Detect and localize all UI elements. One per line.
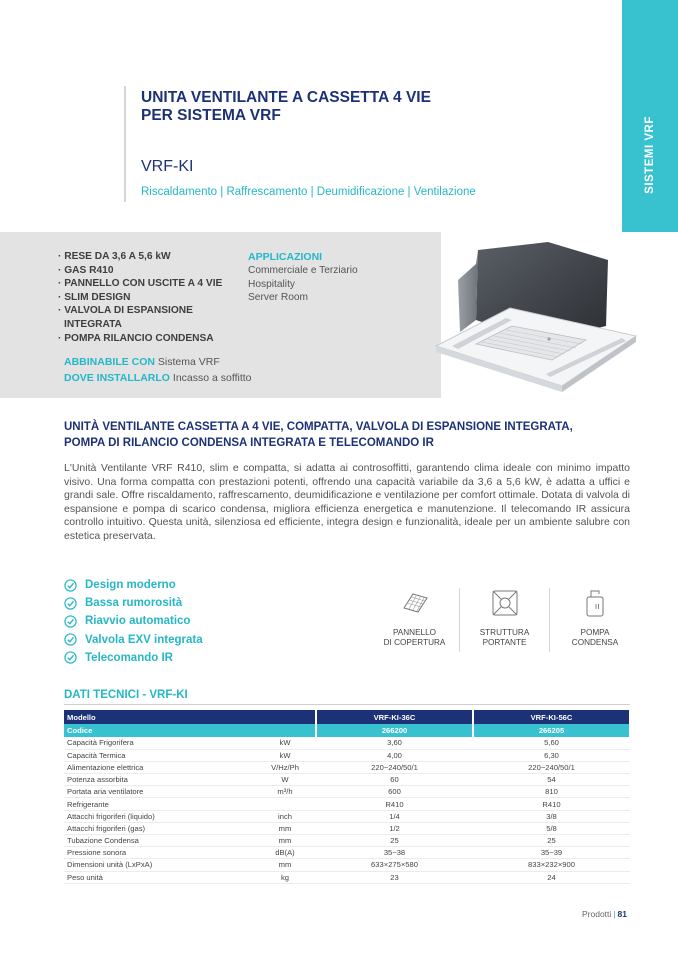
table-row: [64, 835, 630, 847]
table-cell-unit: m³/h: [254, 786, 316, 798]
component-label: [384, 628, 446, 648]
table-cell-v1: 3,60: [316, 737, 473, 749]
tech-table: [64, 710, 631, 884]
side-tab: [622, 0, 678, 232]
table-cell-unit: W: [254, 774, 316, 786]
section-divider: [64, 704, 630, 705]
component-label: [480, 628, 530, 648]
component-label-line: STRUTTURA: [479, 628, 530, 637]
table-cell-v2: 833×232×900: [473, 859, 630, 871]
table-cell-v2: 3/8: [473, 810, 630, 822]
table-cell-v2: 25: [473, 835, 630, 847]
install-label: DOVE INSTALLARLO: [64, 372, 170, 384]
table-cell-unit: kW: [254, 749, 316, 761]
table-cell-label: Attacchi frigoriferi (liquido): [64, 810, 254, 822]
table-cell-label: Peso unità: [64, 871, 254, 883]
benefit-item: [64, 594, 203, 612]
table-cell-v1: 633×275×580: [316, 859, 473, 871]
table-cell-v2: 35~39: [473, 847, 630, 859]
benefit-item: [64, 612, 203, 630]
benefit-label: Bassa rumorosità: [85, 597, 183, 610]
title-line-1: UNITA VENTILANTE A CASSETTA 4 VIE: [141, 89, 431, 106]
benefit-item: [64, 631, 203, 649]
table-cell-unit: dB(A): [254, 847, 316, 859]
table-code-row: [64, 724, 630, 737]
feature-item: · GAS R410: [58, 264, 114, 276]
check-circle-icon: [64, 597, 77, 610]
application-item: Hospitality: [248, 278, 295, 290]
component-label-line: PANNELLO: [392, 628, 437, 637]
page-number: 81: [617, 909, 627, 919]
table-cell-unit: mm: [254, 835, 316, 847]
pump-icon: [580, 588, 610, 618]
table-cell-v1: 60: [316, 774, 473, 786]
table-code-cell: 266205: [473, 724, 630, 737]
table-cell-v1: R410: [316, 798, 473, 810]
install-value: Incasso a soffitto: [172, 372, 252, 384]
table-cell-v1: 600: [316, 786, 473, 798]
table-code-cell: 266200: [316, 724, 473, 737]
table-cell-v1: 1/4: [316, 810, 473, 822]
table-cell-v1: 25: [316, 835, 473, 847]
table-cell-unit: mm: [254, 822, 316, 834]
component-label: [572, 628, 618, 648]
feature-item: INTEGRATA: [64, 318, 122, 330]
feature-item: · RESE DA 3,6 A 5,6 kW: [58, 251, 171, 262]
table-cell-label: Alimentazione elettrica: [64, 761, 254, 773]
application-item: Server Room: [248, 292, 309, 304]
table-cell-v1: 23: [316, 871, 473, 883]
cassette-unit-image: [430, 236, 640, 396]
table-cell-label: Portata aria ventilatore: [64, 786, 254, 798]
table-cell-label: Capacità Termica: [64, 749, 254, 761]
check-circle-icon: [64, 615, 77, 628]
subtitle-line-1: UNITÀ VENTILANTE CASSETTA A 4 VIE, COMPATTA, VALVOLA DI ESPANSIONE INTEGRATA,: [64, 421, 573, 433]
table-cell-v2: R410: [473, 798, 630, 810]
table-row: [64, 859, 630, 871]
check-circle-icon: [64, 651, 77, 664]
function-list: Riscaldamento | Raffrescamento | Deumidificazione | Ventilazione: [141, 186, 476, 198]
table-row: [64, 810, 630, 822]
table-cell-label: Dimensioni unità (LxPxA): [64, 859, 254, 871]
model-code: VRF-KI: [141, 158, 194, 175]
table-row: [64, 847, 630, 859]
feature-item: · VALVOLA DI ESPANSIONE: [58, 305, 193, 317]
section-subtitle: [64, 420, 624, 451]
table-cell-v1: 35~38: [316, 847, 473, 859]
table-cell-v1: 1/2: [316, 822, 473, 834]
component-structure: [460, 588, 550, 652]
panel-icon: [400, 588, 430, 618]
table-cell-v2: 6,30: [473, 749, 630, 761]
application-item: Commerciale e Terziario: [248, 265, 358, 276]
table-cell-label: Tubazione Condensa: [64, 835, 254, 847]
benefit-label: Design moderno: [85, 579, 176, 592]
table-cell-label: Attacchi frigoriferi (gas): [64, 822, 254, 834]
table-cell-v2: 54: [473, 774, 630, 786]
page-footer: [582, 909, 627, 919]
benefit-label: Telecomando IR: [85, 651, 173, 664]
benefit-label: Riavvio automatico: [85, 615, 191, 628]
applications: [248, 250, 358, 305]
table-cell-v1: 4,00: [316, 749, 473, 761]
table-code-cell: Codice: [64, 724, 316, 737]
table-header-cell: VRF-KI-56C: [473, 710, 630, 724]
table-cell-unit: [254, 798, 316, 810]
structure-icon: [490, 588, 520, 618]
check-circle-icon: [64, 633, 77, 646]
table-row: [64, 822, 630, 834]
table-header-cell: Modello: [64, 710, 316, 724]
table-cell-v2: 5,60: [473, 737, 630, 749]
benefit-label: Valvola EXV integrata: [85, 633, 203, 646]
feature-item: · POMPA RILANCIO CONDENSA: [58, 332, 214, 344]
component-label-line: POMPA: [580, 628, 610, 637]
combination-label: ABBINABILE CON: [64, 356, 155, 368]
table-cell-label: Capacità Frigorifera: [64, 737, 254, 749]
table-row: [64, 786, 630, 798]
table-cell-label: Refrigerante: [64, 798, 254, 810]
table-cell-v2: 810: [473, 786, 630, 798]
table-cell-unit: V/Hz/Ph: [254, 761, 316, 773]
table-body: [64, 737, 630, 883]
table-cell-unit: mm: [254, 859, 316, 871]
feature-list: [58, 250, 222, 345]
footer-label: Prodotti: [582, 909, 612, 919]
table-row: [64, 798, 630, 810]
component-pump: [550, 588, 640, 652]
table-cell-label: Potenza assorbita: [64, 774, 254, 786]
table-row: [64, 737, 630, 749]
table-cell-unit: kg: [254, 871, 316, 883]
table-header-row: [64, 710, 630, 724]
side-tab-label: SISTEMI VRF: [644, 116, 656, 194]
table-row: [64, 871, 630, 883]
table-cell-v2: 220~240/50/1: [473, 761, 630, 773]
product-description: L'Unità Ventilante VRF R410, slim e compatta, si adatta ai controsoffitti, garantendo clima ideale con minimo impatto visivo. Una forma compatta con prestazioni potenti, offrendo una capacità variabile da 3,6 a 5,6 kW, è adatta a uffici e grandi sale. Offre riscaldamento, raffrescamento, deumidificazione e ventilazione per comfort ottimale. Dotata di valvola di espansione e pompa di scarico condensa, migliora efficienza energetica e manutenzione. Il telecomando IR assicura controllo intuitivo. Questa unità, silenziosa ed efficiente, integra design e funzionalità, ideale per un ambiente salubre con estetica preservata.: [64, 462, 630, 542]
table-header-cell: VRF-KI-36C: [316, 710, 473, 724]
table-cell-v2: 5/8: [473, 822, 630, 834]
table-cell-v1: 220~240/50/1: [316, 761, 473, 773]
table-cell-unit: kW: [254, 737, 316, 749]
table-row: [64, 749, 630, 761]
table-cell-label: Pressione sonora: [64, 847, 254, 859]
combination-info: [64, 354, 252, 386]
footer-separator: |: [613, 909, 616, 919]
benefit-list: [64, 576, 203, 667]
combination-value: Sistema VRF: [157, 356, 220, 368]
applications-title: APPLICAZIONI: [248, 251, 323, 263]
benefit-item: [64, 576, 203, 594]
component-list: [370, 588, 640, 652]
table-cell-v2: 24: [473, 871, 630, 883]
component-panel: [370, 588, 460, 652]
feature-item: · SLIM DESIGN: [58, 291, 131, 303]
feature-item: · PANNELLO CON USCITE A 4 VIE: [58, 278, 223, 290]
title-line-2: PER SISTEMA VRF: [141, 107, 281, 124]
subtitle-line-2: POMPA DI RILANCIO CONDENSA INTEGRATA E TELECOMANDO IR: [64, 436, 434, 449]
table-cell-unit: inch: [254, 810, 316, 822]
benefit-item: [64, 649, 203, 667]
tech-section-title: DATI TECNICI - VRF-KI: [64, 689, 188, 701]
table-row: [64, 761, 630, 773]
component-label-line: CONDENSA: [571, 638, 619, 647]
title-rule: [124, 86, 126, 202]
check-circle-icon: [64, 579, 77, 592]
table-row: [64, 774, 630, 786]
page-title: [141, 89, 431, 125]
component-label-line: DI COPERTURA: [383, 638, 446, 647]
component-label-line: PORTANTE: [482, 638, 527, 647]
